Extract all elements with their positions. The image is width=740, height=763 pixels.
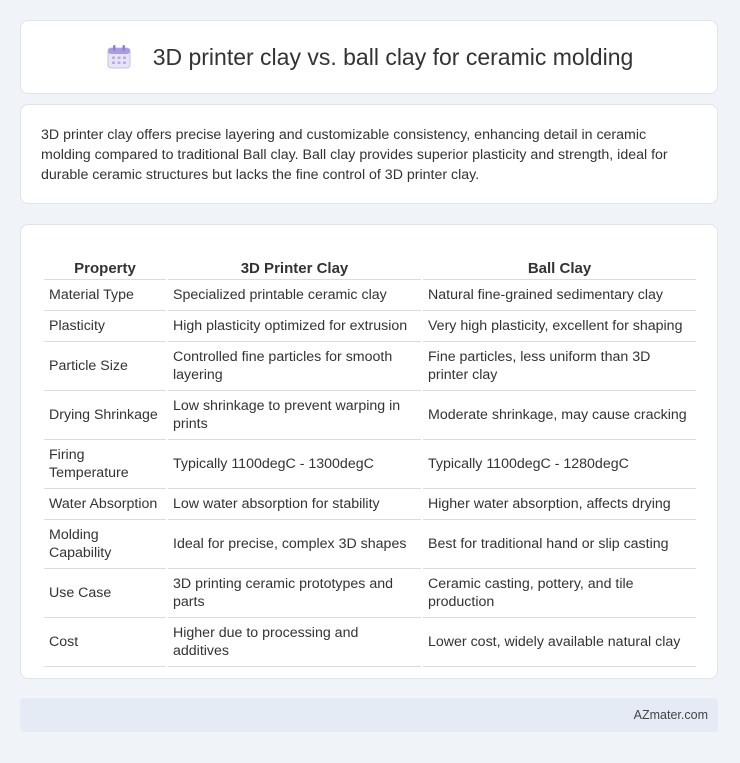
ball-clay-cell: Best for traditional hand or slip casting — [423, 520, 696, 569]
property-cell: Drying Shrinkage — [44, 391, 166, 440]
table-row — [44, 391, 696, 440]
property-cell: Cost — [44, 618, 166, 667]
table-row — [44, 342, 696, 391]
printer-clay-cell: Higher due to processing and additives — [168, 618, 421, 667]
table-card — [20, 224, 718, 679]
ball-clay-cell: Very high plasticity, excellent for shaping — [423, 311, 696, 342]
property-cell: Use Case — [44, 569, 166, 618]
table-header-row — [44, 243, 696, 280]
printer-clay-cell: Typically 1100degC - 1300degC — [168, 440, 421, 489]
printer-clay-cell: Ideal for precise, complex 3D shapes — [168, 520, 421, 569]
property-cell: Molding Capability — [44, 520, 166, 569]
printer-clay-cell: Low shrinkage to prevent warping in prints — [168, 391, 421, 440]
footer-brand[interactable]: AZmater.com — [633, 708, 708, 722]
printer-clay-cell: Specialized printable ceramic clay — [168, 280, 421, 311]
title-card — [20, 20, 718, 94]
summary-card — [20, 104, 718, 204]
ball-clay-cell: Ceramic casting, pottery, and tile production — [423, 569, 696, 618]
footer — [20, 698, 718, 732]
table-row — [44, 280, 696, 311]
summary-text: 3D printer clay offers precise layering and customizable consistency, enhancing detail in ceramic molding compared to traditional Ball clay. Ball clay provides superior plasticity and strength, ideal for durable ceramic structures but lacks the fine control of 3D printer clay. — [41, 127, 668, 183]
printer-clay-cell: 3D printing ceramic prototypes and parts — [168, 569, 421, 618]
calendar-icon — [105, 43, 133, 71]
ball-clay-cell: Lower cost, widely available natural clay — [423, 618, 696, 667]
property-cell: Material Type — [44, 280, 166, 311]
ball-clay-cell: Fine particles, less uniform than 3D printer clay — [423, 342, 696, 391]
property-cell: Plasticity — [44, 311, 166, 342]
property-cell: Particle Size — [44, 342, 166, 391]
table-row — [44, 311, 696, 342]
column-header-property: Property — [44, 243, 166, 280]
property-cell: Water Absorption — [44, 489, 166, 520]
table-row — [44, 520, 696, 569]
ball-clay-cell: Typically 1100degC - 1280degC — [423, 440, 696, 489]
table-row — [44, 440, 696, 489]
printer-clay-cell: Low water absorption for stability — [168, 489, 421, 520]
ball-clay-cell: Moderate shrinkage, may cause cracking — [423, 391, 696, 440]
table-row — [44, 618, 696, 667]
table-row — [44, 489, 696, 520]
printer-clay-cell: Controlled fine particles for smooth layering — [168, 342, 421, 391]
property-cell: Firing Temperature — [44, 440, 166, 489]
column-header-ball-clay: Ball Clay — [423, 243, 696, 280]
page-title: 3D printer clay vs. ball clay for ceramic molding — [152, 43, 634, 70]
printer-clay-cell: High plasticity optimized for extrusion — [168, 311, 421, 342]
ball-clay-cell: Natural fine-grained sedimentary clay — [423, 280, 696, 311]
ball-clay-cell: Higher water absorption, affects drying — [423, 489, 696, 520]
table-row — [44, 569, 696, 618]
comparison-table — [42, 243, 698, 667]
column-header-3d-printer-clay: 3D Printer Clay — [168, 243, 421, 280]
